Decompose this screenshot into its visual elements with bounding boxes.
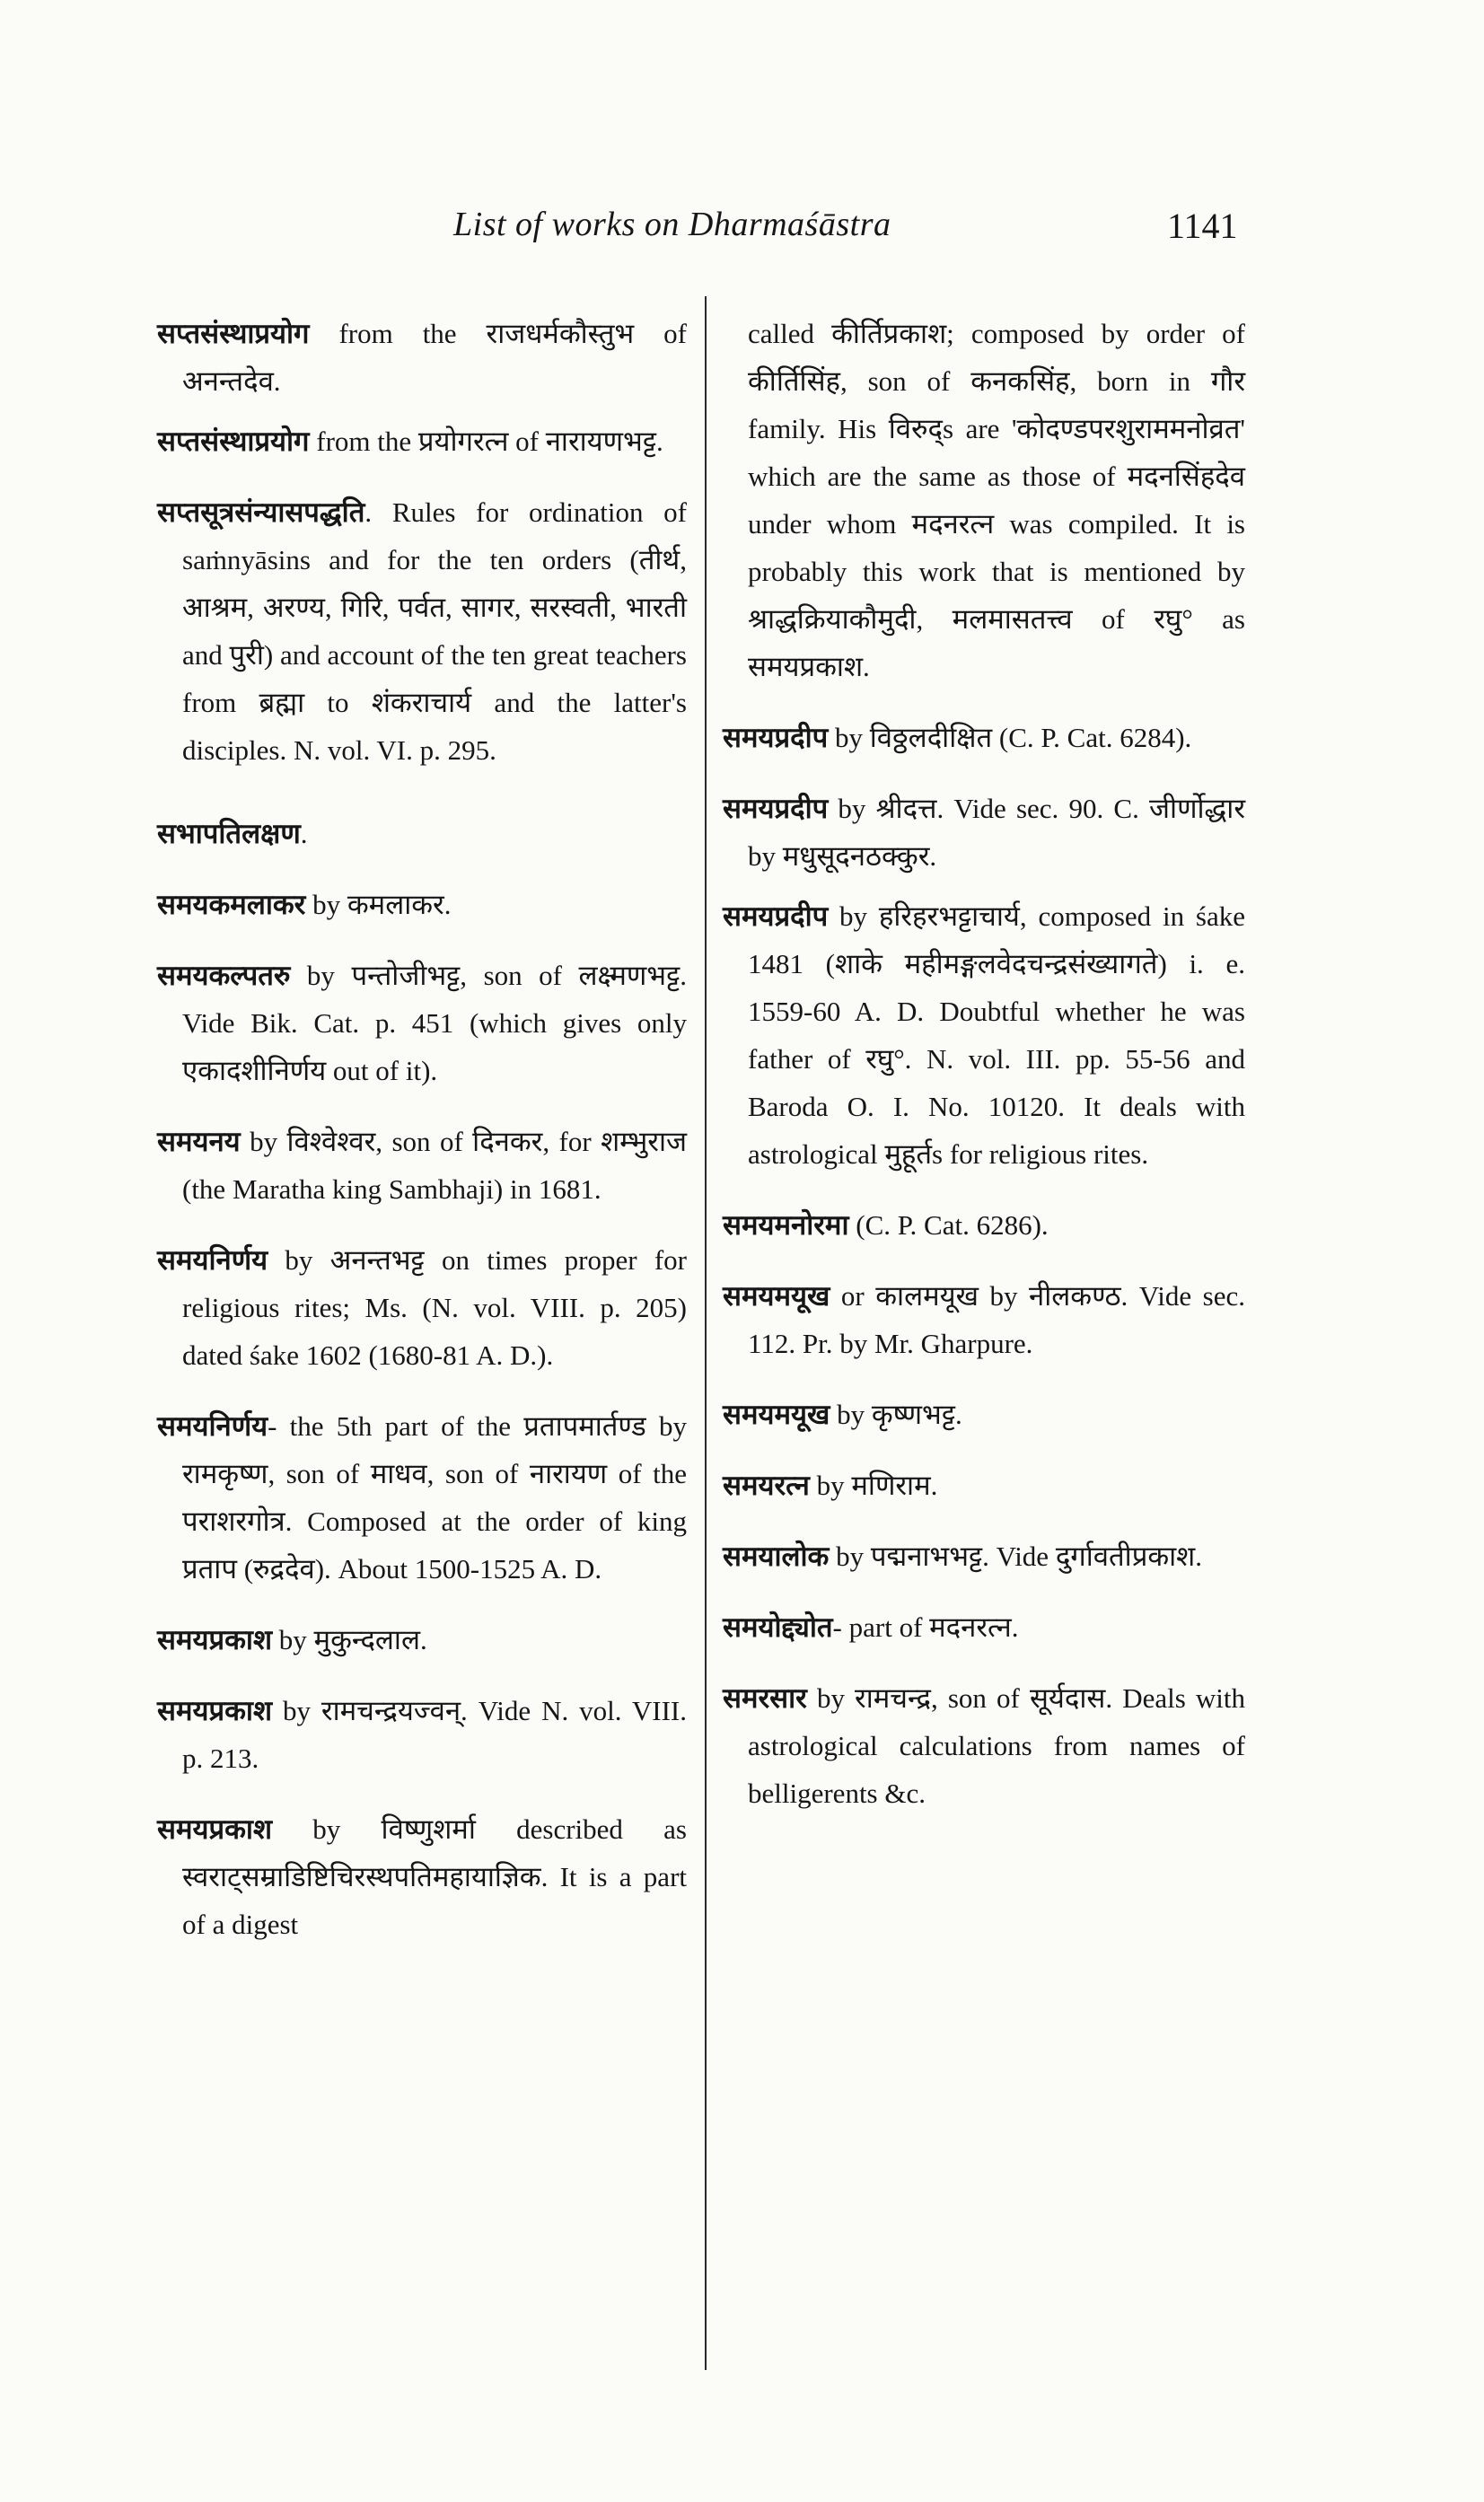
- entry-text: - the 5th part of the प्रतापमार्तण्ड by रामकृष्ण, son of माधव, son of नारायण of the पराशरगोत्र. Composed at the order of king प्रताप (रुद्रदेव). About 1500-1525 A. D.: [182, 1410, 687, 1585]
- entry-text: .: [300, 818, 308, 849]
- entry-headword: समयप्रदीप: [723, 722, 829, 753]
- entry-text: by विठ्ठलदीक्षित (C. P. Cat. 6284).: [828, 722, 1192, 753]
- entry-headword: समयप्रकाश: [157, 1695, 273, 1726]
- entry-text: by कृष्णभट्ट.: [830, 1399, 962, 1430]
- entry: [157, 1236, 687, 1379]
- entry-headword: समरसार: [723, 1682, 807, 1714]
- entry: [723, 1391, 1245, 1438]
- entry-headword: समयनय: [157, 1126, 241, 1157]
- entry: [157, 1616, 687, 1664]
- entry-text: by अनन्तभट्ट on times proper for religious rites; Ms. (N. vol. VIII. p. 205) dated śake 1602 (1680-81 A. D.).: [182, 1244, 687, 1371]
- entry-text: by पन्तोजीभट्ट, son of लक्ष्मणभट्ट. Vide Bik. Cat. p. 451 (which gives only एकादशीनिर्णय out of it).: [182, 960, 687, 1086]
- entry-text: by पद्मनाभभट्ट. Vide दुर्गावतीप्रकाश.: [829, 1541, 1202, 1572]
- entry: [157, 1805, 687, 1948]
- entry: [723, 785, 1245, 880]
- entry-text: by मुकुन्दलाल.: [272, 1624, 427, 1655]
- entry-headword: समयनिर्णय: [157, 1244, 268, 1276]
- entry: [723, 1532, 1245, 1580]
- entry-headword: सप्तसूत्रसंन्यासपद्धति: [157, 496, 365, 528]
- entry: [723, 1462, 1245, 1509]
- entry: [157, 1402, 687, 1593]
- entry-text: . Rules for ordination of saṁnyāsins and for the ten orders (तीर्थ, आश्रम, अरण्य, गिरि, पर्वत, सागर, सरस्वती, भारती and पुरी) and account of the ten great teachers from ब्रह्मा to शंकराचार्य and the latter's disciples. N. vol. VI. p. 295.: [182, 496, 687, 766]
- entry-text: called कीर्तिप्रकाश; composed by order of कीर्तिसिंह, son of कनकसिंह, born in गौर family. His विरुद्s are 'कोदण्डपरशुराममनोव्रत' which are the same as those of मदनसिंहदेव under whom मदनरत्न was compiled. It is probably this work that is mentioned by श्राद्धक्रियाकौमुदी, मलमासतत्त्व of रघु° as समयप्रकाश.: [748, 318, 1245, 682]
- entry-headword: समयमनोरमा: [723, 1209, 849, 1241]
- page-number: 1141: [1167, 206, 1238, 246]
- entry-text: (C. P. Cat. 6286).: [848, 1209, 1049, 1241]
- entry: [157, 1118, 687, 1213]
- entry: [157, 952, 687, 1094]
- entry: [157, 417, 687, 465]
- entry-headword: समयोद्द्योत: [723, 1611, 833, 1643]
- entry-headword: समयप्रदीप: [723, 793, 829, 824]
- entry-text: from the राजधर्मकौस्तुभ of अनन्तदेव.: [182, 318, 687, 397]
- entry-text: by श्रीदत्त. Vide sec. 90. C. जीर्णोद्धार by मधुसूदनठक्कुर.: [748, 793, 1245, 872]
- entry-headword: सप्तसंस्थाप्रयोग: [157, 426, 310, 457]
- entry-headword: समयप्रदीप: [723, 900, 829, 932]
- entry: [723, 1603, 1245, 1651]
- page-header: [0, 205, 1484, 259]
- entry-headword: समयालोक: [723, 1541, 830, 1572]
- right-column: [723, 310, 1245, 1817]
- entry: [723, 1674, 1245, 1817]
- left-column: [157, 310, 687, 1948]
- entry-headword: समयप्रकाश: [157, 1624, 273, 1655]
- entry: [157, 810, 687, 857]
- entry: [157, 1687, 687, 1782]
- entry-headword: समयमयूख: [723, 1280, 830, 1312]
- entry-text: by रामचन्द्र, son of सूर्यदास. Deals with astrological calculations from names of belligerents &c.: [748, 1682, 1245, 1809]
- entry-headword: समयकमलाकर: [157, 889, 306, 920]
- entry-headword: समयमयूख: [723, 1399, 830, 1430]
- entry: [723, 1201, 1245, 1249]
- entry-text: from the प्रयोगरत्न of नारायणभट्ट.: [309, 426, 663, 457]
- entry-text: or कालमयूख by नीलकण्ठ. Vide sec. 112. Pr. by Mr. Gharpure.: [748, 1280, 1245, 1359]
- entry-text: by हरिहरभट्टाचार्य, composed in śake 1481 (शाके महीमङ्गलवेदचन्द्रसंख्यागते) i. e. 1559-60 A. D. Doubtful whether he was father of रघु°. N. vol. III. pp. 55-56 and Baroda O. I. No. 10120. It deals with astrological मुहूर्तs for religious rites.: [748, 900, 1245, 1170]
- entry-text: - part of मदनरत्न.: [832, 1611, 1019, 1643]
- entry-text: by कमलाकर.: [305, 889, 452, 920]
- entry-headword: सप्तसंस्थाप्रयोग: [157, 318, 310, 349]
- entry-headword: समयनिर्णय: [157, 1410, 268, 1442]
- entry-text: by विष्णुशर्मा described as स्वराट्सम्राडिष्टिचिरस्थपतिमहायाज्ञिक. It is a part of a digest: [182, 1813, 687, 1940]
- running-title: List of works on Dharmaśāstra: [453, 206, 891, 243]
- entry-continuation: [723, 310, 1245, 690]
- entry: [157, 488, 687, 774]
- entry-text: by विश्वेश्वर, son of दिनकर, for शम्भुराज (the Maratha king Sambhaji) in 1681.: [182, 1126, 687, 1205]
- entry-headword: समयप्रकाश: [157, 1813, 273, 1845]
- entry: [157, 310, 687, 405]
- entry: [723, 892, 1245, 1178]
- entry: [157, 881, 687, 928]
- entry: [723, 1272, 1245, 1367]
- entry-text: by मणिराम.: [809, 1470, 938, 1501]
- entry-headword: सभापतिलक्षण: [157, 818, 301, 849]
- entry: [723, 714, 1245, 761]
- entry-text: by रामचन्द्रयज्वन्. Vide N. vol. VIII. p. 213.: [182, 1695, 687, 1774]
- column-divider: [705, 296, 707, 2370]
- entry-headword: समयकल्पतरु: [157, 960, 291, 991]
- entry-headword: समयरत्न: [723, 1470, 810, 1501]
